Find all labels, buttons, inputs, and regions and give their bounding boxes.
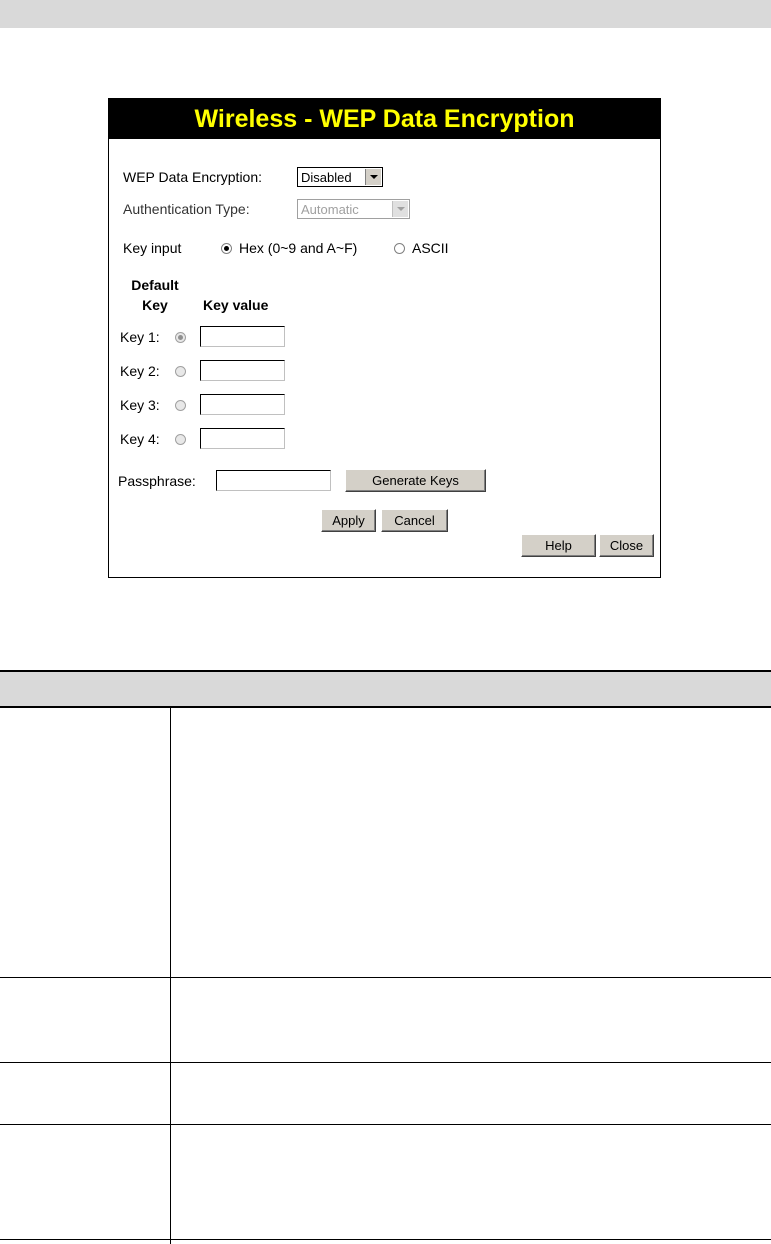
auth-type-label: Authentication Type: <box>123 201 250 217</box>
key3-value-input[interactable] <box>200 394 285 415</box>
description-table-header <box>0 670 771 708</box>
key3-default-radio[interactable] <box>175 400 186 411</box>
key-input-label: Key input <box>123 240 182 256</box>
key3-label: Key 3: <box>120 397 160 413</box>
dialog-title: Wireless - WEP Data Encryption <box>109 99 660 139</box>
table-row-divider <box>0 1124 771 1125</box>
ascii-radio[interactable] <box>394 243 405 254</box>
passphrase-input[interactable] <box>216 470 331 491</box>
table-column-divider <box>170 708 171 1244</box>
chevron-down-icon[interactable] <box>365 169 381 185</box>
passphrase-label: Passphrase: <box>118 473 196 489</box>
key-value-header: Key value <box>203 297 269 313</box>
key4-value-input[interactable] <box>200 428 285 449</box>
table-row-divider <box>0 1062 771 1063</box>
apply-button[interactable]: Apply <box>321 509 376 532</box>
auth-type-value: Automatic <box>301 202 359 217</box>
key4-label: Key 4: <box>120 431 160 447</box>
help-button[interactable]: Help <box>521 534 596 557</box>
ascii-radio-label: ASCII <box>412 240 449 256</box>
key1-label: Key 1: <box>120 329 160 345</box>
table-bottom-border <box>0 1239 771 1240</box>
key1-value-input[interactable] <box>200 326 285 347</box>
wep-encryption-label: WEP Data Encryption: <box>123 169 263 185</box>
key1-default-radio[interactable] <box>175 332 186 343</box>
chevron-down-icon[interactable] <box>392 201 408 217</box>
key4-default-radio[interactable] <box>175 434 186 445</box>
wep-encryption-select[interactable] <box>297 167 383 187</box>
hex-radio[interactable] <box>221 243 232 254</box>
close-button[interactable]: Close <box>599 534 654 557</box>
key2-default-radio[interactable] <box>175 366 186 377</box>
page-header-bar <box>0 0 771 28</box>
cancel-button[interactable]: Cancel <box>381 509 448 532</box>
generate-keys-button[interactable]: Generate Keys <box>345 469 486 492</box>
wep-encryption-value: Disabled <box>301 170 352 185</box>
key2-value-input[interactable] <box>200 360 285 381</box>
default-key-header-line1: Default <box>131 277 179 293</box>
default-key-header-line2: Key <box>142 297 168 313</box>
table-row-divider <box>0 977 771 978</box>
auth-type-select[interactable] <box>297 199 410 219</box>
key2-label: Key 2: <box>120 363 160 379</box>
hex-radio-label: Hex (0~9 and A~F) <box>239 240 358 256</box>
wep-dialog <box>108 98 661 578</box>
